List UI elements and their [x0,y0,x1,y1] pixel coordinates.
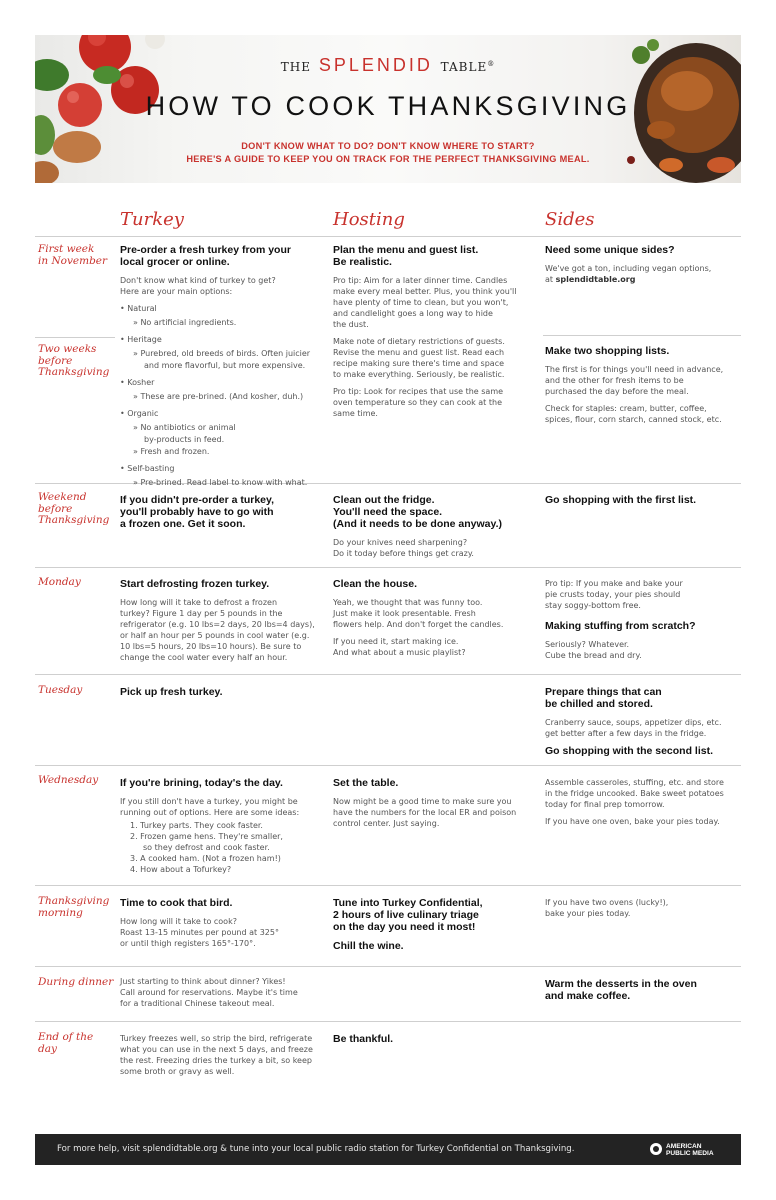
row-label-wednesday: Wednesday [38,774,99,786]
cell-during-dinner-turkey: Just starting to think about dinner? Yikes! Call around for reservations. Maybe it's time for a traditional Chinese takeout meal. [120,977,298,1008]
column-header-hosting: Hosting [333,209,405,230]
row-label-thanksgiving-morning: Thanksgiving morning [38,895,110,919]
row-label-end-of-day: End of the day [38,1031,94,1055]
cell-wednesday-turkey: If you're brining, today's the day. If you still don't have a turkey, you might be running out of options. Here are some ideas: 1. Turkey parts. They cook faster. 2. Frozen game hens. They're smaller, so they defrost and cook faster. 3. A cooked ham. (Not a frozen ham!) 4. How about a Tofurkey? [120,777,300,874]
cell-tuesday-turkey: Pick up fresh turkey. [120,686,223,698]
header-banner [35,35,741,183]
row-label-weekend: Weekend before Thanksgiving [38,491,110,526]
column-header-turkey: Turkey [120,209,184,230]
cell-wednesday-sides: Assemble casseroles, stuffing, etc. and store in the fridge uncooked. Bake sweet potatoes today for final prep tomorrow. If you have one oven, bake your pies today. [545,778,724,826]
row-divider [35,1021,741,1022]
cell-first-week-sides: Need some unique sides? We've got a ton, including vegan options, at splendidtable.org [545,244,712,284]
cell-thanksgiving-morning-turkey: Time to cook that bird. How long will it take to cook? Roast 13-15 minutes per pound at 325° or until thigh registers 165°-170°. [120,897,279,948]
column-header-sides: Sides [545,209,595,230]
row-divider [35,765,741,766]
cell-tuesday-sides: Prepare things that can be chilled and stored. Cranberry sauce, soups, appetizer dips, etc. get better after a few days in the fridge. Go shopping with the second list. [545,686,722,757]
row-divider [35,236,741,237]
cell-weekend-sides: Go shopping with the first list. [545,494,697,506]
brand-logo: THE SPLENDID TABLE® [280,55,496,75]
footer-text: For more help, visit splendidtable.org & tune into your local public radio station for Turkey Confidential on Thanksgiving. [57,1144,575,1154]
cell-end-of-day-turkey: Turkey freezes well, so strip the bird, refrigerate what you can use in the next 5 days, and freeze the rest. Freezing dries the turkey a bit, so keep some broth or gravy as well. [120,1034,313,1076]
row-divider [35,337,115,338]
cell-weekend-hosting: Clean out the fridge. You'll need the space. (And it needs to be done anyway.) Do your knives need sharpening? Do it today before things get crazy. [333,494,502,558]
row-label-two-weeks: Two weeks before Thanksgiving [38,343,110,378]
cell-first-week-hosting: Plan the menu and guest list. Be realistic. Pro tip: Aim for a later dinner time. Candles make every meal better. Plus, you think you'll have plenty of time to clean, but you won't, and candlelight goes a long way to hide the dust. Make note of dietary restrictions of guests. Revise the menu and guest list. Read each recipe making sure there's time and space to make everything. Seriously, be realistic. Pro tip: Look for recipes that use the same oven temperature so they can cook at the same time. [333,244,517,418]
american-public-media-logo: AMERICAN PUBLIC MEDIA [650,1143,740,1159]
cell-monday-turkey: Start defrosting frozen turkey. How long will it take to defrost a frozen turkey? Figure 1 day per 5 pounds in the refrigerator (e.g. 10 lbs=2 days, 20 lbs=4 days), or half an hour per 5 pounds in cool water (e.g. 10 lbs=5 hours, 20 lbs=10 hours). Be sure to change the cool water every half an hour. [120,578,315,662]
page-title: HOW TO COOK THANKSGIVING [145,91,631,121]
row-label-first-week: First week in November [38,243,108,267]
cell-thanksgiving-morning-hosting: Tune into Turkey Confidential, 2 hours of live culinary triage on the day you need it most! Chill the wine. [333,897,483,952]
splendidtable-link[interactable]: splendidtable.org [555,275,636,284]
row-label-during-dinner: During dinner [38,976,114,988]
row-divider [35,885,741,886]
cell-end-of-day-hosting: Be thankful. [333,1033,394,1045]
row-label-monday: Monday [38,576,81,588]
cell-weekend-turkey: If you didn't pre-order a turkey, you'll probably have to go with a frozen one. Get it soon. [120,494,274,530]
cell-monday-sides: Pro tip: If you make and bake your pie crusts today, your pies should stay soggy-bottom free. Making stuffing from scratch? Seriously? Whatever. Cube the bread and dry. [545,579,696,660]
row-label-tuesday: Tuesday [38,684,83,696]
cell-during-dinner-sides: Warm the desserts in the oven and make coffee. [545,978,697,1002]
cell-two-weeks-sides: Make two shopping lists. The first is for things you'll need in advance, and the other for fresh items to be purchased the day before the meal. Check for staples: cream, butter, coffee, spices, flour, corn starch, canned stock, etc. [545,345,724,424]
row-divider [35,966,741,967]
row-divider [543,335,741,336]
tagline: DON'T KNOW WHAT TO DO? DON'T KNOW WHERE TO START? HERE'S A GUIDE TO KEEP YOU ON TRACK FOR THE PERFECT THANKSGIVING MEAL. [186,141,590,164]
apm-logo-icon [650,1143,662,1155]
row-divider [35,674,741,675]
cell-thanksgiving-morning-sides: If you have two ovens (lucky!), bake your pies today. [545,898,669,918]
cell-wednesday-hosting: Set the table. Now might be a good time to make sure you have the numbers for the local ER and poison control center. Just saying. [333,777,517,828]
row-divider [35,567,741,568]
cell-first-week-turkey: Pre-order a fresh turkey from your local grocer or online. Don't know what kind of turkey to get? Here are your main options: • Natural » No artificial ingredients. • Heritage » Purebred, old breeds of birds. Often juicier and more flavorful, but more expensive. • Kosher » These are pre-brined. (And kosher, duh.) • Organic » No antibiotics or animal by-products in feed. » Fresh and frozen. • Self-basting » Pre-brined. Read label to know with what. [120,244,311,487]
footer-bar [35,1134,741,1165]
cell-monday-hosting: Clean the house. Yeah, we thought that was funny too. Just make it look presentable. Fresh flowers help. And don't forget the candles. If you need it, start making ice. And what about a music playlist? [333,578,504,657]
